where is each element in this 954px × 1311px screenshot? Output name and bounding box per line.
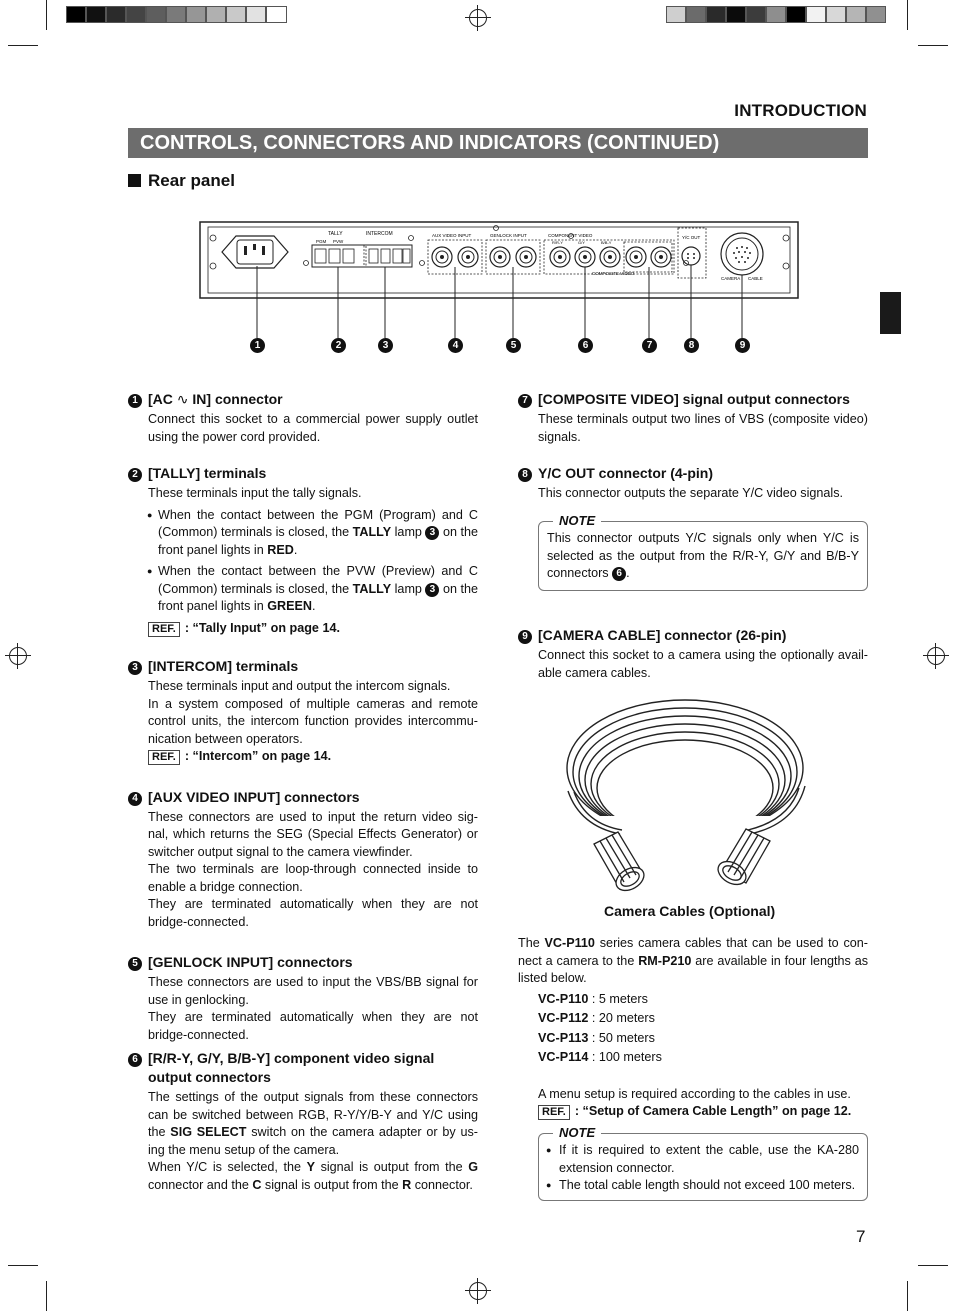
- item-heading: [518, 464, 868, 483]
- ref-tag: REF.: [148, 622, 180, 637]
- item-component: [128, 1049, 478, 1194]
- item-aux-video: [128, 788, 478, 932]
- heading-text: [INTERCOM] terminals: [148, 658, 299, 674]
- item-text: Connect this socket to a commercial power supply outlet using the power cord provided.: [148, 412, 478, 444]
- item-genlock: [128, 953, 478, 1044]
- ref-tag: REF.: [148, 750, 180, 765]
- note-label: NOTE: [553, 512, 601, 530]
- page-title: CONTROLS, CONNECTORS AND INDICATORS (CONTINUED): [128, 128, 868, 158]
- item-number: 7: [518, 394, 532, 408]
- callout-8: 8: [684, 338, 699, 353]
- item-heading: [128, 788, 478, 807]
- registration-mark-right: [927, 647, 945, 665]
- item-number: 8: [518, 468, 532, 482]
- label-cable: CABLE: [748, 276, 763, 281]
- ac-wave-icon: ∿: [176, 391, 189, 407]
- item-text: These terminals input and output the intercom signals.: [148, 679, 451, 693]
- ref-text: : “Setup of Camera Cable Length” on page 12.: [574, 1104, 852, 1118]
- note-box-yc: [538, 513, 868, 591]
- subsection-title: Rear panel: [148, 171, 235, 190]
- note-bullet: ● The total cable length should not exceed 100 meters.: [547, 1177, 859, 1195]
- ref-number: 3: [425, 583, 439, 597]
- subsection-heading: [128, 171, 235, 191]
- registration-mark-bottom: [469, 1282, 487, 1300]
- ref-number: 3: [425, 526, 439, 540]
- bullet-pvw: ● When the contact between the PVW (Preview) and C (Common) terminals is closed, the TALLY lamp 3 on the front panel lights in GREEN.: [148, 563, 478, 616]
- item-intercom: [128, 657, 478, 766]
- callout-5: 5: [506, 338, 521, 353]
- item-number: 6: [128, 1053, 142, 1067]
- item-text: The settings of the output signals from these connectors can be switched between RGB, R-Y/Y/B-Y and Y/C using the SIG SELECT switch on the camera adapter or by us-ing the menu setup of the camera.: [148, 1090, 478, 1157]
- item-text: A menu setup is required according to the cables in use.: [538, 1086, 851, 1101]
- item-text: The two terminals are loop-through connected inside to enable a bridge connection.: [148, 862, 478, 894]
- heading-text: [AUX VIDEO INPUT] connectors: [148, 788, 360, 805]
- ref-text: : “Intercom” on page 14.: [184, 749, 332, 763]
- item-heading: [518, 390, 868, 409]
- item-text: These connectors are used to input the VBS/BB signal for use in genlocking.: [148, 975, 478, 1007]
- item-heading: [128, 1049, 478, 1087]
- page-number: 7: [856, 1227, 866, 1246]
- callout-1: 1: [250, 338, 265, 353]
- list-item: VC-P110 : 5 meters: [538, 991, 648, 1006]
- heading-text: IN] connector: [192, 391, 283, 407]
- callout-3: 3: [378, 338, 393, 353]
- list-item: VC-P114 : 100 meters: [538, 1050, 662, 1064]
- square-bullet-icon: [128, 174, 141, 187]
- item-text: They are terminated automatically when they are not bridge-connected.: [148, 1010, 478, 1042]
- label-yc: Y/C OUT: [682, 235, 701, 240]
- item-text: This connector outputs the separate Y/C video signals.: [538, 486, 843, 500]
- label-intercom: INTERCOM: [366, 231, 393, 237]
- item-heading: [128, 953, 478, 972]
- item-text: These connectors are used to input the return video sig-nal, which returns the SEG (Special Effects Generator) or switcher output signal to the camera viewfinder.: [148, 809, 478, 859]
- item-number: 5: [128, 957, 142, 971]
- list-item: VC-P112 : 20 meters: [538, 1011, 655, 1025]
- item-heading: [128, 657, 478, 676]
- item-yc-out: [518, 464, 868, 503]
- label-gy: G/Y: [578, 240, 585, 245]
- rear-panel-diagram: [196, 218, 808, 343]
- cable-intro: The VC-P110 series camera cables that can be used to con-nect a camera to the RM-P210 are available in four lengths as listed below.: [518, 936, 868, 985]
- label-genlock: GENLOCK INPUT: [490, 233, 527, 238]
- item-text: When Y/C is selected, the Y signal is output from the G connector and the C signal is output from the R connector.: [148, 1160, 479, 1192]
- callout-9: 9: [735, 338, 750, 353]
- camera-cable-illustration: [560, 696, 814, 892]
- heading-text: [GENLOCK INPUT] connectors: [148, 954, 353, 970]
- heading-text: [R/R-Y, G/Y, B/B-Y] component video signal output connectors: [148, 1050, 435, 1085]
- item-text: These terminals input the tally signals.: [148, 486, 362, 500]
- ref-tag: REF.: [538, 1105, 570, 1120]
- bullet-pgm: ● When the contact between the PGM (Program) and C (Common) terminals is closed, the TALLY lamp 3 on the front panel lights in RED.: [148, 507, 478, 560]
- registration-mark-top: [469, 9, 487, 27]
- label-camera: CAMERA: [721, 276, 741, 281]
- label-by: B/B-Y: [601, 240, 612, 245]
- heading-text: [CAMERA CABLE] connector (26-pin): [538, 627, 787, 643]
- label-aux: AUX VIDEO INPUT: [432, 233, 472, 238]
- callout-7: 7: [642, 338, 657, 353]
- cable-info: [518, 935, 868, 1121]
- item-tally: [128, 464, 478, 637]
- note-bullet: ● If it is required to extent the cable, use the KA-280 extension connector.: [547, 1142, 859, 1177]
- heading-text: [TALLY] terminals: [148, 465, 267, 481]
- item-text: They are terminated automatically when they are not bridge-connected.: [148, 897, 478, 929]
- side-tab-marker: [880, 292, 901, 334]
- note-box-cable: [538, 1125, 868, 1201]
- item-camera-cable: [518, 626, 868, 682]
- figure-caption: Camera Cables (Optional): [604, 903, 776, 919]
- item-heading: [518, 626, 868, 645]
- label-composite: COMPOSITE VIDEO: [592, 271, 635, 276]
- heading-text: [COMPOSITE VIDEO] signal output connectors: [538, 391, 850, 407]
- ref-text: : “Tally Input” on page 14.: [184, 620, 340, 635]
- callout-2: 2: [331, 338, 346, 353]
- reference-link[interactable]: [538, 1103, 868, 1121]
- left-column: [128, 390, 478, 1194]
- item-text: Connect this socket to a camera using the optionally avail-able camera cables.: [538, 648, 868, 680]
- item-text: In a system composed of multiple cameras and remote control units, the intercom function provides intercommu-nication between operators.: [148, 696, 478, 746]
- item-number: 4: [128, 792, 142, 806]
- reference-link[interactable]: [148, 748, 478, 766]
- item-number: 2: [128, 468, 142, 482]
- note-text: This connector outputs Y/C signals only when Y/C is selected as the output from the R/R-Y, G/Y and B/B-Y connectors 6 .: [547, 531, 859, 580]
- callout-6: 6: [578, 338, 593, 353]
- callout-4: 4: [448, 338, 463, 353]
- right-column: [518, 390, 868, 503]
- list-item: VC-P113 : 50 meters: [538, 1030, 655, 1045]
- heading-text: [AC: [148, 391, 173, 407]
- item-composite: [518, 390, 868, 446]
- section-heading: INTRODUCTION: [734, 101, 867, 120]
- label-pvw: PVW: [333, 239, 344, 244]
- heading-text: Y/C OUT connector (4-pin): [538, 465, 713, 481]
- registration-mark-left: [9, 647, 27, 665]
- item-text: These terminals output two lines of VBS (composite video) signals.: [538, 412, 868, 444]
- label-tally: TALLY: [328, 231, 343, 237]
- label-component: COMPONENT VIDEO: [548, 233, 593, 238]
- item-number: 1: [128, 394, 142, 408]
- item-heading: [128, 464, 478, 483]
- item-heading: [128, 390, 478, 409]
- cable-list: [538, 990, 868, 1068]
- reference-link[interactable]: [148, 620, 478, 638]
- ref-number: 6: [612, 567, 626, 581]
- item-number: 9: [518, 630, 532, 644]
- note-label: NOTE: [553, 1124, 601, 1142]
- label-ry: R/R-Y: [552, 240, 563, 245]
- label-pgm: PGM: [316, 239, 327, 244]
- item-ac-in: [128, 390, 478, 446]
- item-number: 3: [128, 661, 142, 675]
